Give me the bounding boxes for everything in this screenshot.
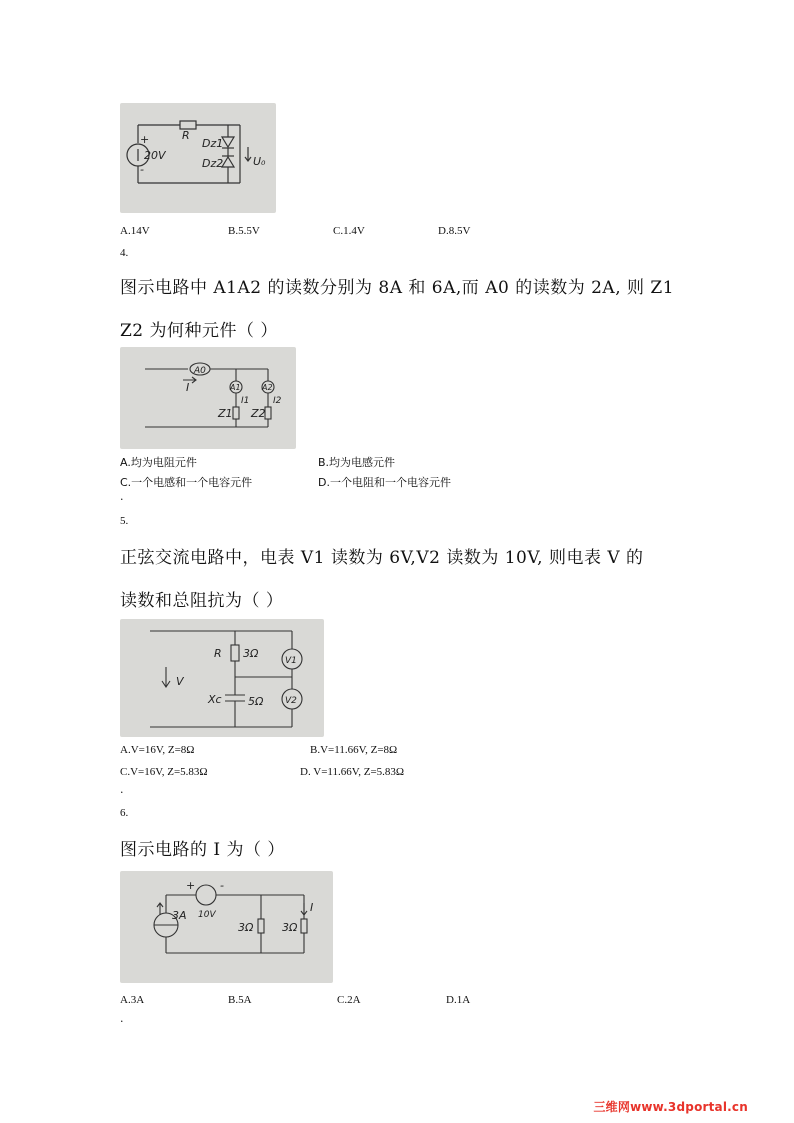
q6-label-voltage-source: 10V: [198, 910, 216, 920]
q4-trailing-dot: .: [120, 490, 124, 503]
q5-label-v2: V2: [285, 696, 297, 706]
q6-label-current-source: 3A: [172, 909, 187, 922]
q4-option-c: C.一个电感和一个电容元件: [120, 476, 253, 489]
q4-option-a: A.均为电阻元件: [120, 456, 197, 469]
q3-option-c: C.1.4V: [333, 225, 365, 237]
q4-label-a1: A1: [230, 383, 241, 392]
q4-text-line1: 图示电路中 A1A2 的读数分别为 8A 和 6A,而 A0 的读数为 2A, 则 Z1: [120, 278, 675, 298]
q4-label-i2: I2: [273, 396, 282, 406]
q6-text-line1: 图示电路的 I 为（ ）: [120, 840, 285, 860]
q4-label-i1: I1: [241, 396, 250, 406]
q4-circuit-photo: [120, 347, 296, 449]
q5-trailing-dot: .: [120, 783, 124, 796]
q5-label-xc: Xc: [208, 693, 222, 706]
q4-text-line2: Z2 为何种元件（ ）: [120, 321, 278, 341]
q5-circuit-photo: [120, 619, 324, 737]
q6-label-r2: 3Ω: [282, 921, 298, 934]
q5-label-xc-value: 5Ω: [248, 695, 264, 708]
q4-label-z2: Z2: [251, 407, 266, 420]
q5-option-a: A.V=16V, Z=8Ω: [120, 744, 195, 756]
q3-option-a: A.14V: [120, 225, 150, 237]
q3-label-dz1: Dz1: [202, 137, 224, 150]
q6-label-plus: +: [186, 879, 196, 892]
q5-number: 5.: [120, 515, 129, 527]
watermark: 三维网www.3dportal.cn: [593, 1100, 748, 1114]
q5-option-d: D. V=11.66V, Z=5.83Ω: [300, 766, 405, 778]
q4-option-b: B.均为电感元件: [318, 456, 396, 469]
q6-option-b: B.5A: [228, 994, 252, 1006]
q3-circuit-photo: [120, 103, 276, 213]
q6-trailing-dot: .: [120, 1012, 124, 1025]
q3-label-minus: -: [140, 163, 144, 176]
q4-label-z1: Z1: [218, 407, 233, 420]
q5-text-line1: 正弦交流电路中，电表 V1 读数为 6V,V2 读数为 10V, 则电表 V 的: [120, 548, 644, 568]
q3-option-b: B.5.5V: [228, 225, 260, 237]
q5-label-v: V: [176, 675, 184, 688]
q4-label-a0: A0: [194, 366, 206, 376]
q6-option-c: C.2A: [337, 994, 361, 1006]
q6-label-r1: 3Ω: [238, 921, 254, 934]
q3-label-r: R: [182, 129, 190, 142]
q3-label-uo: U₀: [253, 155, 266, 168]
q5-option-c: C.V=16V, Z=5.83Ω: [120, 766, 208, 778]
q3-option-d: D.8.5V: [438, 225, 471, 237]
q3-label-plus: +: [140, 133, 150, 146]
q4-label-a2: A2: [262, 383, 273, 392]
q3-label-source: 20V: [144, 149, 166, 162]
q6-label-i: I: [310, 901, 314, 914]
q4-option-d: D.一个电阻和一个电容元件: [318, 476, 451, 489]
q6-circuit-photo: [120, 871, 333, 983]
q3-label-dz2: Dz2: [202, 157, 224, 170]
q5-label-r-value: 3Ω: [243, 647, 259, 660]
q6-number: 6.: [120, 807, 129, 819]
q5-label-v1: V1: [285, 656, 297, 666]
q5-label-r: R: [214, 647, 222, 660]
q4-number: 4.: [120, 247, 129, 259]
q5-option-b: B.V=11.66V, Z=8Ω: [310, 744, 398, 756]
q6-option-a: A.3A: [120, 994, 145, 1006]
q6-label-minus: -: [220, 879, 224, 892]
q5-text-line2: 读数和总阻抗为（ ）: [120, 591, 284, 611]
q4-label-i: I: [186, 381, 190, 394]
q6-option-d: D.1A: [446, 994, 471, 1006]
